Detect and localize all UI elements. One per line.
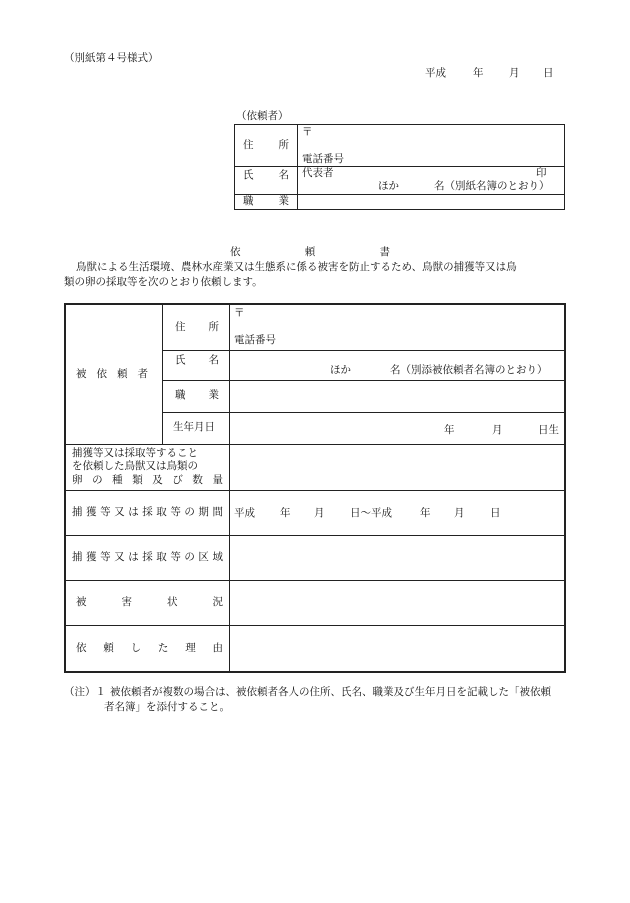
birth-year-unit: 年	[444, 423, 455, 436]
requester-others: ほか	[378, 180, 399, 193]
requestee-name-cell[interactable]	[230, 350, 566, 380]
requester-name-cell[interactable]	[298, 167, 565, 195]
requester-representative: 代表者	[302, 167, 334, 180]
species-cell[interactable]	[230, 444, 566, 490]
date-month-unit: 月	[509, 67, 520, 79]
period-label: 捕 獲 等 又 は 採 取 等 の 期 間	[65, 490, 230, 535]
reason-label: 依 頼 し た 理 由	[65, 625, 230, 672]
requester-seal: 印	[536, 167, 547, 180]
period-month-1: 月	[314, 506, 325, 519]
requester-address-label: 住 所	[235, 125, 298, 167]
species-label: 捕獲等又は採取等すること を依頼した鳥獣又は鳥類の 卵 の 種 類 及 び 数 量	[65, 444, 230, 490]
birth-month-unit: 月	[492, 423, 503, 436]
requestee-phone-label: 電話番号	[234, 334, 276, 347]
note-prefix: （注）１	[64, 686, 106, 698]
period-month-2: 月	[454, 506, 465, 519]
requestee-occupation-label: 職 業	[163, 380, 230, 412]
date-era: 平成	[425, 67, 446, 79]
requester-address-cell[interactable]	[298, 125, 565, 167]
requestee-occupation-cell[interactable]	[230, 380, 566, 412]
birth-day-unit: 日生	[538, 423, 559, 436]
requestee-postal-mark: 〒	[234, 307, 245, 319]
period-day-2: 日	[490, 506, 501, 519]
intro-line-1: 鳥獣による生活環境、農林水産業又は生態系に係る被害を防止するため、鳥獣の捕獲等又は鳥	[76, 261, 517, 273]
requester-occupation-cell[interactable]	[298, 195, 565, 210]
period-day-1: 日～平成	[350, 506, 392, 519]
damage-cell[interactable]	[230, 580, 566, 625]
requestee-others: ほか	[330, 363, 351, 376]
reason-cell[interactable]	[230, 625, 566, 672]
requestee-birthdate-cell[interactable]	[230, 412, 566, 444]
requestee-address-label: 住 所	[163, 304, 230, 350]
note-line-2: 者名簿」を添付すること。	[104, 701, 230, 713]
intro-line-2: 類の卵の採取等を次のとおり依頼します。	[64, 276, 263, 288]
date-year-unit: 年	[473, 67, 484, 79]
period-cell[interactable]	[230, 490, 566, 535]
requestee-name-label: 氏 名	[163, 350, 230, 380]
area-cell[interactable]	[230, 535, 566, 580]
period-year-1: 年	[280, 506, 291, 519]
requester-name-label: 氏 名	[235, 167, 298, 195]
requester-table	[234, 124, 565, 210]
requester-phone-label: 電話番号	[302, 153, 344, 166]
area-label: 捕 獲 等 又 は 採 取 等 の 区 域	[65, 535, 230, 580]
requester-occupation-label: 職 業	[235, 195, 298, 210]
requester-heading: （依頼者）	[236, 110, 289, 122]
form-id: （別紙第４号様式）	[64, 52, 159, 64]
date-day-unit: 日	[543, 67, 554, 79]
period-year-2: 年	[420, 506, 431, 519]
requestee-address-cell[interactable]	[230, 304, 566, 350]
requestee-others-note: 名（別添被依頼者名簿のとおり）	[390, 363, 548, 376]
main-table	[64, 303, 566, 673]
note-line-1: 被依頼者が複数の場合は、被依頼者各人の住所、氏名、職業及び生年月日を記載した「被依頼	[110, 686, 551, 698]
requestee-label: 被 依 頼 者	[65, 304, 163, 444]
period-era-1: 平成	[234, 506, 255, 519]
document-title: 依 頼 書	[230, 246, 390, 258]
damage-label: 被 害 状 況	[65, 580, 230, 625]
requester-postal-mark: 〒	[302, 126, 313, 138]
requester-others-note: 名（別紙名簿のとおり）	[434, 180, 550, 193]
requestee-birthdate-label: 生年月日	[163, 412, 230, 444]
